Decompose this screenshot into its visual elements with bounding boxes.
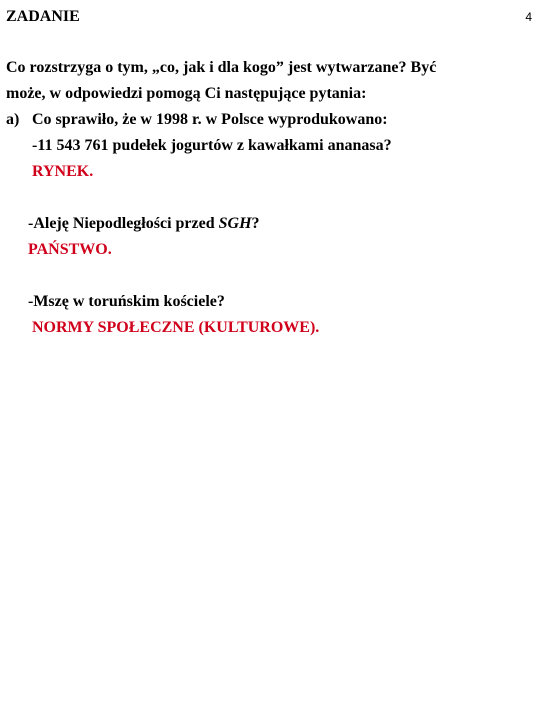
intro-line-2: może, w odpowiedzi pomogą Ci następujące pytania: [6,85,367,102]
item-a-label: a) [6,111,20,128]
heading: ZADANIE [6,8,80,25]
question-2-suffix: ? [251,215,260,232]
item-a-question: Co sprawiło, że w 1998 r. w Polsce wyprodukowano: [32,111,388,128]
answer-3: NORMY SPOŁECZNE (KULTUROWE). [32,319,320,336]
item-a-subquestion: -11 543 761 pudełek jogurtów z kawałkami ananasa? [32,137,392,154]
answer-1: RYNEK. [32,163,94,180]
question-2-prefix: -Aleję Niepodległości przed [28,215,219,232]
page-number: 4 [525,10,532,24]
question-3: -Mszę w toruńskim kościele? [28,293,225,310]
intro-line-1: Co rozstrzyga o tym, „co, jak i dla kogo” jest wytwarzane? Być [6,59,437,76]
question-2 [28,214,260,234]
question-2-italic: SGH [218,215,252,232]
answer-2: PAŃSTWO. [28,241,112,258]
